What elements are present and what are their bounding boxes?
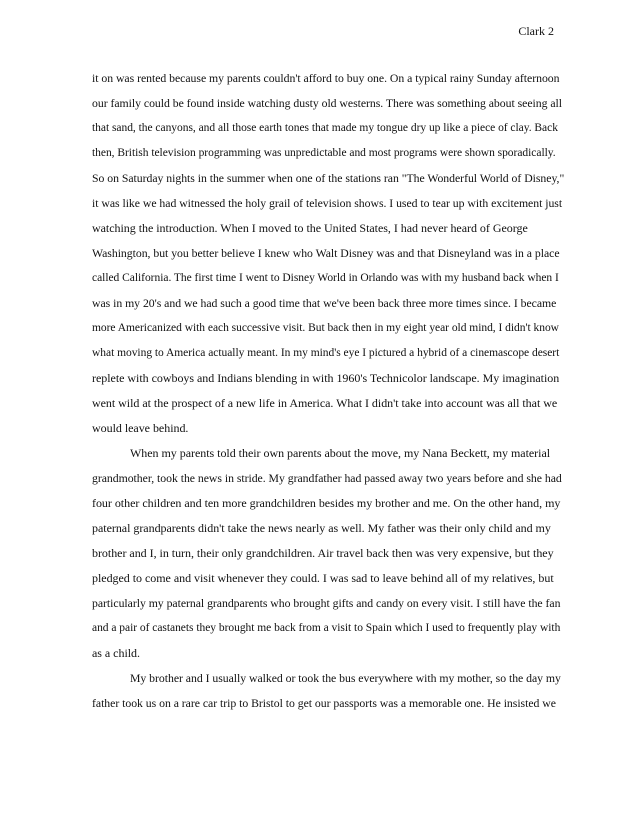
paragraph-first-line: When my parents told their own parents about the move, my Nana Beckett, my material	[130, 446, 551, 460]
text-line: Washington, but you better believe I knew who Walt Disney was and that Disneyland was in a place	[92, 247, 560, 260]
text-line: then, British television programming was unpredictable and most programs were shown sporadically.	[92, 147, 556, 159]
text-line: it on was rented because my parents couldn't afford to buy one. On a typical rainy Sunday afternoon	[92, 72, 560, 85]
running-head: Clark 2	[518, 24, 554, 38]
text-line: it was like we had witnessed the holy grail of television shows. I used to tear up with excitement just	[92, 197, 563, 210]
text-line: called California. The first time I went to Disney World in Orlando was with my husband back when I	[92, 272, 559, 284]
paragraph-first-line: My brother and I usually walked or took the bus everywhere with my mother, so the day my	[130, 672, 561, 685]
text-line: four other children and ten more grandchildren besides my brother and me. On the other hand, my	[92, 496, 561, 510]
text-line: was in my 20's and we had such a good time that we've been back three more times since. I became	[92, 297, 557, 310]
text-line: would leave behind.	[92, 421, 189, 435]
text-line: what moving to America actually meant. In my mind's eye I pictured a hybrid of a cinemascope desert	[92, 347, 560, 359]
body-text	[92, 66, 564, 716]
text-line: brother and I, in turn, their only grandchildren. Air travel back then was very expensive, but they	[92, 546, 554, 560]
text-line: went wild at the prospect of a new life in America. What I didn't take into account was all that we	[92, 396, 558, 410]
text-line: watching the introduction. When I moved to the United States, I had never heard of George	[92, 221, 528, 235]
text-line: that sand, the canyons, and all those earth tones that made my tongue dry up like a piece of clay. Back	[92, 122, 558, 134]
text-line: more Americanized with each successive visit. But back then in my eight year old mind, I didn't know	[92, 322, 559, 334]
text-line: replete with cowboys and Indians blending in with 1960's Technicolor landscape. My imagination	[92, 371, 560, 385]
text-line: and a pair of castanets they brought me back from a visit to Spain which I used to frequently play with	[92, 622, 561, 634]
text-line: father took us on a rare car trip to Bristol to get our passports was a memorable one. He insisted we	[92, 697, 556, 710]
text-line: as a child.	[92, 646, 140, 660]
text-line: paternal grandparents didn't take the news nearly as well. My father was their only child and my	[92, 521, 551, 535]
text-line: particularly my paternal grandparents who brought gifts and candy on every visit. I still have the fan	[92, 597, 561, 610]
text-line: our family could be found inside watching dusty old westerns. There was something about seeing all	[92, 97, 563, 110]
text-line: So on Saturday nights in the summer when one of the stations ran "The Wonderful World of Disney,"	[92, 172, 565, 185]
text-line: grandmother, took the news in stride. My grandfather had passed away two years before and she had	[92, 472, 562, 485]
text-line: pledged to come and visit whenever they could. I was sad to leave behind all of my relatives, but	[92, 571, 554, 585]
